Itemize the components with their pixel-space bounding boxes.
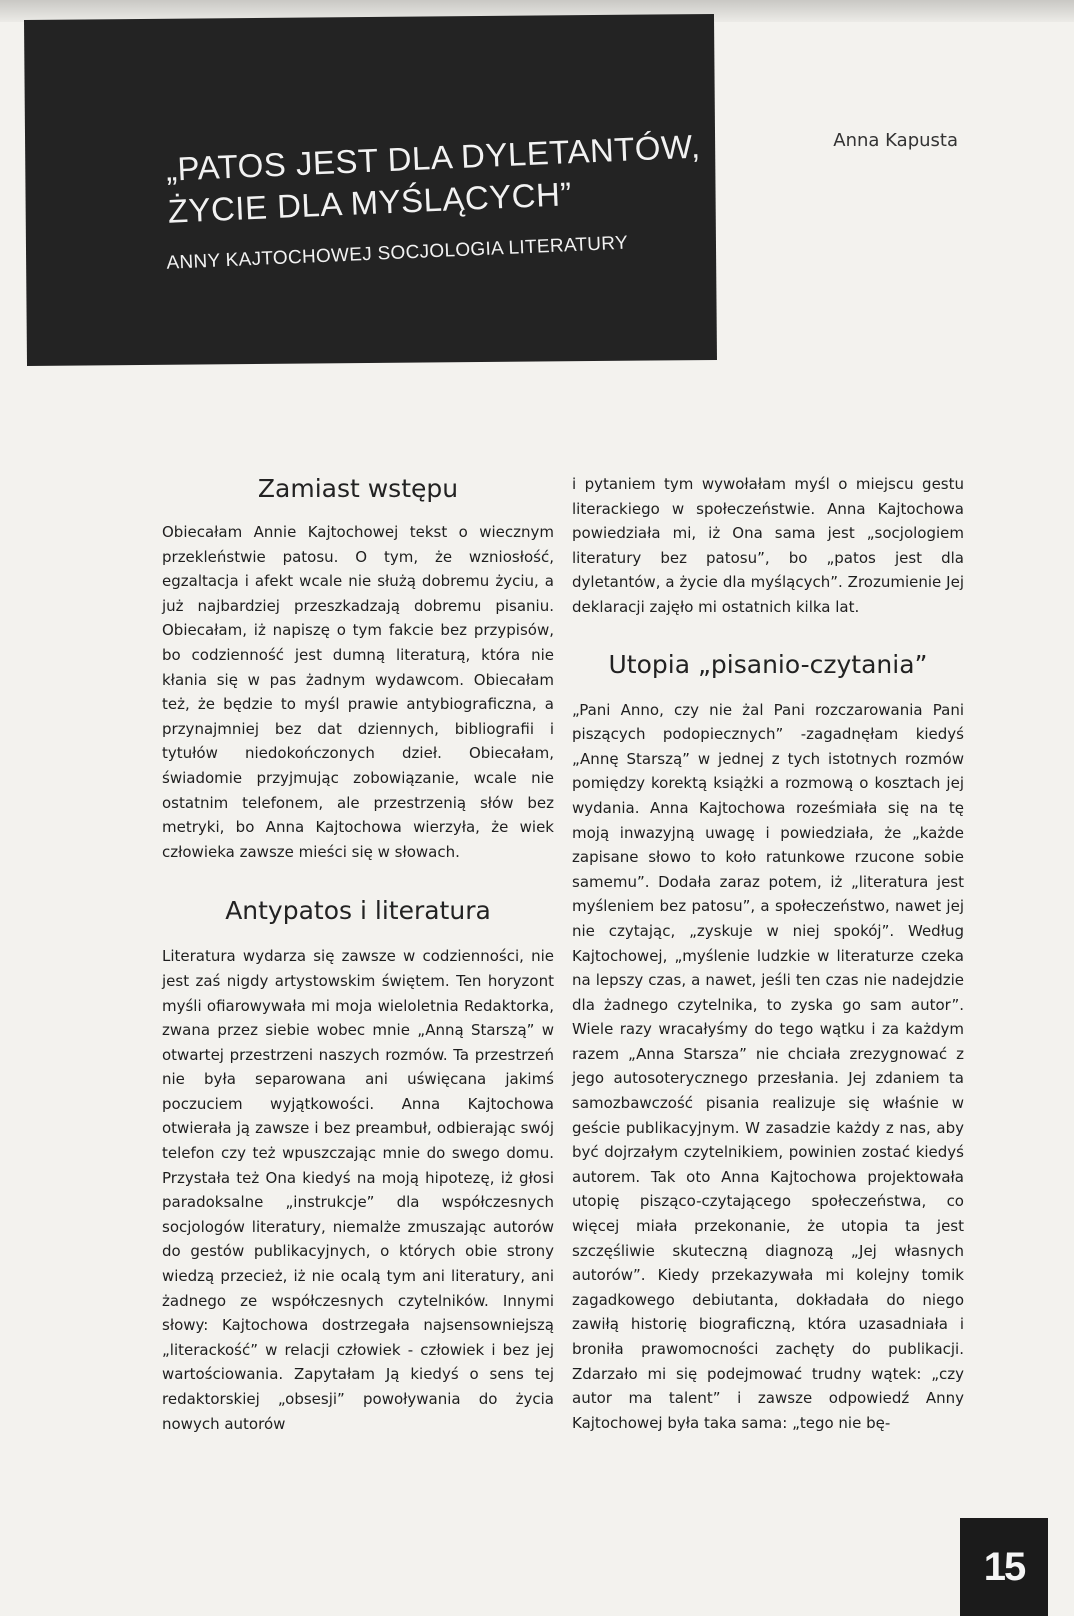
paragraph-continuation: i pytaniem tym wywołałam myśl o miejscu gestu literackiego w społeczeństwie. Anna Kajtochowa powiedziała mi, iż Ona sama jest „socjologiem literatury bez patosu”, bo „patos jest dla dyletantów, a życie dla myślących”. Zrozumienie Jej deklaracji zajęło mi ostatnich kilka lat.: [572, 475, 964, 616]
section-heading-intro: Zamiast wstępu: [257, 474, 459, 503]
title-banner: [24, 14, 717, 366]
title-line-2: ŻYCIE DLA MYŚLĄCYCH”: [167, 175, 573, 230]
paragraph-intro: Obiecałam Annie Kajtochowej tekst o wiecznym przekleństwie patosu. O tym, że wzniosłość, egzaltacja i afekt wcale nie służą dobremu życiu, a już najbardziej przeszkadzają dobremu pisaniu. Obiecałam, iż napiszę o tym fakcie bez przypisów, bo codzienność jest dumną literaturą, która nie kłania się w pas żadnym wydawcom. Obiecałam też, że będzie to myśl prawie antybiograficzna, a przynajmniej bez dat dziennych, bibliografii i tytułów niedokończonych dzieł. Obiecałam, świadomie przyjmując zobowiązanie, wcale nie ostatnim telefonem, ale przestrzenią słów bez metryki, bo Anna Kajtochowa wierzyła, że wiek człowieka zawsze mieści się w słowach.: [162, 523, 554, 861]
page-number: 15: [960, 1518, 1048, 1616]
left-column: [162, 470, 554, 1436]
article-title: [165, 125, 703, 232]
title-line-1: „PATOS JEST DLA DYLETANTÓW,: [165, 127, 702, 188]
right-column: [572, 472, 964, 1435]
section-heading-utopia: Utopia „pisanio-czytania”: [608, 649, 928, 679]
paragraph-utopia: „Pani Anno, czy nie żal Pani rozczarowania Pani piszących podopiecznych” -zagadnęłam kiedyś „Annę Starszą” w jednej z tych istotnych rozmów pomiędzy korektą książki a rozmową o kosztach jej wydania. Anna Kajtochowa roześmiała się na tę moją inwazyjną uwagę i powiedziała, że „każde zapisane słowo to koło ratunkowe rzucone sobie samemu”. Dodała zaraz potem, iż „literatura jest myśleniem bez patosu”, a społeczeństwo, nawet jej nie czytając, „zyskuje w niej spokój”. Według Kajtochowej, „myślenie ludzkie w literaturze czeka na lepszy czas, a nawet, jeśli ten czas nie nadejdzie dla żadnego czytelnika, to zyska go sam autor”. Wiele razy wracałyśmy do tego wątku i za każdym razem „Anna Starsza” nie chciała zrezygnować z jego autosoterycznego przesłania. Jej zdaniem ta samozbawczość pisania realizuje się właśnie w geście publikacyjnym. W zasadzie każdy z nas, aby być dojrzałym czytelnikiem, powinien zostać kiedyś autorem. Tak oto Anna Kajtochowa projektowała utopię pisząco-czytającego społeczeństwa, co więcej miała przekonanie, że utopia ta jest szczęśliwie skuteczną diagnozą „Jej własnych autorów”. Kiedy przekazywała mi kolejny tomik zagadkowego debiutanta, dokładała do niego zawiłą historię biograficzną, która uzasadniała i broniła prawomocności zachęty do publikacji. Zdarzało mi się podejmować trudny wątek: „czy autor ma talent” i zawsze odpowiedź Anny Kajtochowej była taka sama: „tego nie bę-: [572, 700, 964, 1432]
author-name: Anna Kapusta: [833, 130, 958, 151]
article-subtitle: ANNY KAJTOCHOWEJ SOCJOLOGIA LITERATURY: [166, 232, 629, 274]
paragraph-antypatos: Literatura wydarza się zawsze w codzienności, nie jest zaś nigdy artystowskim świętem. Ten horyzont myśli ofiarowywała mi moja wieloletnia Redaktorka, zwana przez siebie wobec mnie „Anną Starszą” w otwartej przestrzeni naszych rozmów. Ta przestrzeń nie była separowana ani uświęcana jakimś poczuciem wyjątkowości. Anna Kajtochowa otwierała ją zawsze i bez preambuł, odbierając swój telefon czy też wpuszczając mnie do swego domu. Przystała też Ona kiedyś na moją hipotezę, iż głosi paradoksalne „instrukcje” dla współczesnych socjologów literatury, niemalże zmuszając autorów do gestów publikacyjnych, o których obie strony wiedzą przecież, iż nie ocalą tym ani literatury, ani żadnego ze współczesnych czytelników. Innymi słowy: Kajtochowa dostrzegała najsensowniejszą „literackość” w relacji człowiek - człowiek i bez jej wartościowania. Zapytałam Ją kiedyś o sens tej redaktorskiej „obsesji” powoływania do życia nowych autorów: [162, 947, 554, 1433]
section-heading-antypatos: Antypatos i literatura: [225, 896, 491, 926]
